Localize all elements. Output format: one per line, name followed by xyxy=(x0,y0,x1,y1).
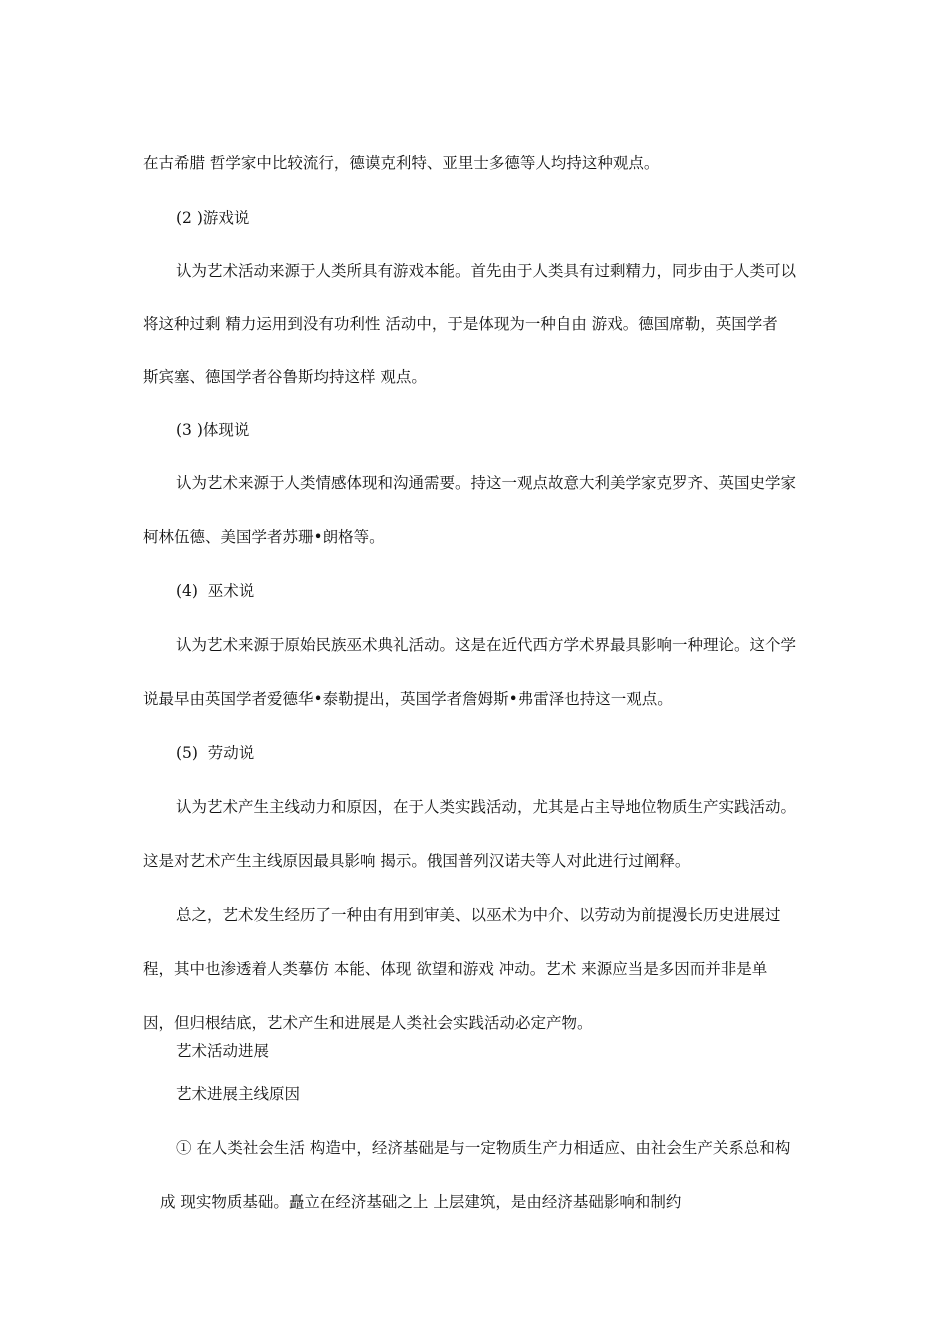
text-line: 认为艺术产生主线动力和原因，在于人类实践活动，尤其是占主导地位物质生产实践活动。 xyxy=(176,798,797,816)
subsection-heading: 艺术进展主线原因 xyxy=(176,1085,301,1103)
text-line: 成 现实物质基础。矗立在经济基础之上 上层建筑，是由经济基础影响和制约 xyxy=(160,1193,682,1211)
text-line: 在古希腊 哲学家中比较流行，德谟克利特、亚里士多德等人均持这种观点。 xyxy=(143,154,660,172)
text-line: ① 在人类社会生活 构造中，经济基础是与一定物质生产力相适应、由社会生产关系总和构 xyxy=(176,1139,791,1157)
section-heading-labor-theory: (5) 劳动说 xyxy=(176,744,255,762)
section-heading-art-development: 艺术活动进展 xyxy=(176,1042,270,1060)
text-line: 将这种过剩 精力运用到没有功利性 活动中，于是体现为一种自由 游戏。德国席勒，英国学者 xyxy=(143,315,778,333)
text-line: 说最早由英国学者爱德华•泰勒提出，英国学者詹姆斯•弗雷泽也持这一观点。 xyxy=(143,690,673,708)
text-line: 柯林伍德、美国学者苏珊•朗格等。 xyxy=(143,528,385,546)
text-line: 认为艺术来源于人类情感体现和沟通需要。持这一观点故意大利美学家克罗齐、英国史学家 xyxy=(176,474,797,492)
text-line: 斯宾塞、德国学者谷鲁斯均持这样 观点。 xyxy=(143,368,427,386)
section-heading-play-theory: (2 )游戏说 xyxy=(176,209,250,227)
text-line: 程，其中也渗透着人类摹仿 本能、体现 欲望和游戏 冲动。艺术 来源应当是多因而并非是单 xyxy=(143,960,768,978)
text-line: 因，但归根结底，艺术产生和进展是人类社会实践活动必定产物。 xyxy=(143,1014,593,1032)
text-line: 认为艺术活动来源于人类所具有游戏本能。首先由于人类具有过剩精力，同步由于人类可以 xyxy=(176,262,797,280)
section-heading-magic-theory: (4) 巫术说 xyxy=(176,582,255,600)
text-line: 这是对艺术产生主线原因最具影响 揭示。俄国普列汉诺夫等人对此进行过阐释。 xyxy=(143,852,691,870)
section-heading-expression-theory: (3 )体现说 xyxy=(176,421,250,439)
text-line: 认为艺术来源于原始民族巫术典礼活动。这是在近代西方学术界最具影响一种理论。这个学 xyxy=(176,636,797,654)
text-line: 总之，艺术发生经历了一种由有用到审美、以巫术为中介、以劳动为前提漫长历史进展过 xyxy=(176,906,781,924)
